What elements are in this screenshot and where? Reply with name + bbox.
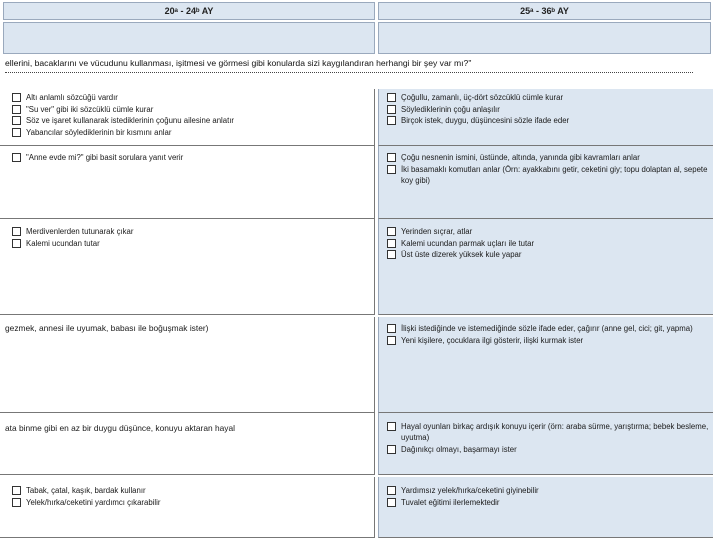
right-cell	[378, 146, 713, 219]
milestone-row-language	[0, 89, 720, 146]
checkbox[interactable]	[387, 250, 396, 259]
header-blank-left	[3, 22, 375, 54]
left-cell	[0, 477, 375, 538]
right-cell	[378, 477, 713, 538]
checkbox[interactable]	[387, 105, 396, 114]
milestone-item: Yardımsız yelek/hırka/ceketini giyinebilir	[387, 485, 713, 496]
milestone-item: Birçok istek, duygu, düşüncesini sözle ifade eder	[387, 115, 713, 126]
milestone-item: Söz ve işaret kullanarak istediklerinin çoğunu ailesine anlatır	[12, 115, 374, 126]
milestone-item: Çoğu nesnenin ismini, üstünde, altında, yanında gibi kavramları anlar	[387, 152, 713, 163]
milestone-item: İlişki istediğinde ve istemediğinde sözle ifade eder, çağırır (anne gel, cici; git, yapma)	[387, 323, 713, 334]
checkbox[interactable]	[387, 336, 396, 345]
milestone-item: Kalemi ucundan parmak uçları ile tutar	[387, 238, 713, 249]
milestone-item: Yeni kişilere, çocuklara ilgi gösterir, ilişki kurmak ister	[387, 335, 713, 346]
checkbox[interactable]	[387, 498, 396, 507]
checkbox[interactable]	[12, 239, 21, 248]
milestone-item: Yerinden sıçrar, atlar	[387, 226, 713, 237]
header-blank-right	[378, 22, 711, 54]
milestone-item: Hayal oyunları birkaç ardışık konuyu içerir (örn: araba sürme, yarıştırma; bebek besleme, uyutma)	[387, 421, 713, 443]
left-cell	[0, 89, 375, 146]
checkbox[interactable]	[12, 105, 21, 114]
checkbox[interactable]	[12, 498, 21, 507]
checkbox[interactable]	[12, 486, 21, 495]
checkbox[interactable]	[12, 116, 21, 125]
milestone-row-self-care	[0, 477, 720, 538]
milestone-item: Kalemi ucundan tutar	[12, 238, 374, 249]
age-header-right: 25ᵃ - 36ᵇ AY	[378, 2, 711, 20]
concern-question: ellerini, bacaklarını ve vücudunu kullanması, işitmesi ve görmesi gibi konularda sizi kaygılandıran herhangi bir şey var mı?"	[5, 58, 472, 68]
milestone-item: Çoğullu, zamanlı, üç-dört sözcüklü cümle kurar	[387, 92, 713, 103]
milestone-row-comprehension	[0, 146, 720, 219]
checkbox[interactable]	[387, 239, 396, 248]
cut-off-text: gezmek, annesi ile uyumak, babası ile boğuşmak ister)	[5, 323, 209, 333]
milestone-item: Tabak, çatal, kaşık, bardak kullanır	[12, 485, 374, 496]
checkbox[interactable]	[387, 165, 396, 174]
milestone-item: Altı anlamlı sözcüğü vardır	[12, 92, 374, 103]
right-cell	[378, 317, 713, 413]
milestone-item: Dağınıkçı olmayı, başarmayı ister	[387, 444, 713, 455]
right-cell	[378, 413, 713, 475]
checkbox[interactable]	[12, 128, 21, 137]
milestone-item: "Anne evde mi?" gibi basit sorulara yanıt verir	[12, 152, 374, 163]
checkbox[interactable]	[12, 227, 21, 236]
left-cell	[0, 146, 375, 219]
age-header-left: 20ᵃ - 24ᵇ AY	[3, 2, 375, 20]
cut-off-text: ata binme gibi en az bir duygu düşünce, konuyu aktaran hayal	[5, 423, 235, 433]
milestone-row-motor	[0, 219, 720, 315]
checkbox[interactable]	[387, 324, 396, 333]
milestone-item: İki basamaklı komutları anlar (Örn: ayakkabını getir, ceketini giy; topu dolaptan al, sepete koy gibi)	[387, 164, 713, 186]
milestone-item: "Su ver" gibi iki sözcüklü cümle kurar	[12, 104, 374, 115]
checkbox[interactable]	[387, 153, 396, 162]
right-cell	[378, 89, 713, 146]
milestone-item: Merdivenlerden tutunarak çıkar	[12, 226, 374, 237]
left-cell	[0, 413, 375, 475]
checkbox[interactable]	[12, 93, 21, 102]
checkbox[interactable]	[387, 93, 396, 102]
checkbox[interactable]	[387, 227, 396, 236]
left-cell	[0, 219, 375, 315]
checkbox[interactable]	[12, 153, 21, 162]
checkbox[interactable]	[387, 445, 396, 454]
checkbox[interactable]	[387, 486, 396, 495]
milestone-row-social	[0, 317, 720, 413]
milestone-item: Tuvalet eğitimi ilerlemektedir	[387, 497, 713, 508]
left-cell	[0, 317, 375, 413]
milestone-item: Yabancılar söylediklerinin bir kısmını anlar	[12, 127, 374, 138]
milestone-row-play	[0, 413, 720, 475]
milestone-item: Yelek/hırka/ceketini yardımcı çıkarabilir	[12, 497, 374, 508]
milestone-item: Üst üste dizerek yüksek kule yapar	[387, 249, 713, 260]
milestone-item: Söylediklerinin çoğu anlaşılır	[387, 104, 713, 115]
checkbox[interactable]	[387, 422, 396, 431]
checkbox[interactable]	[387, 116, 396, 125]
dotted-answer-line	[5, 72, 693, 73]
right-cell	[378, 219, 713, 315]
